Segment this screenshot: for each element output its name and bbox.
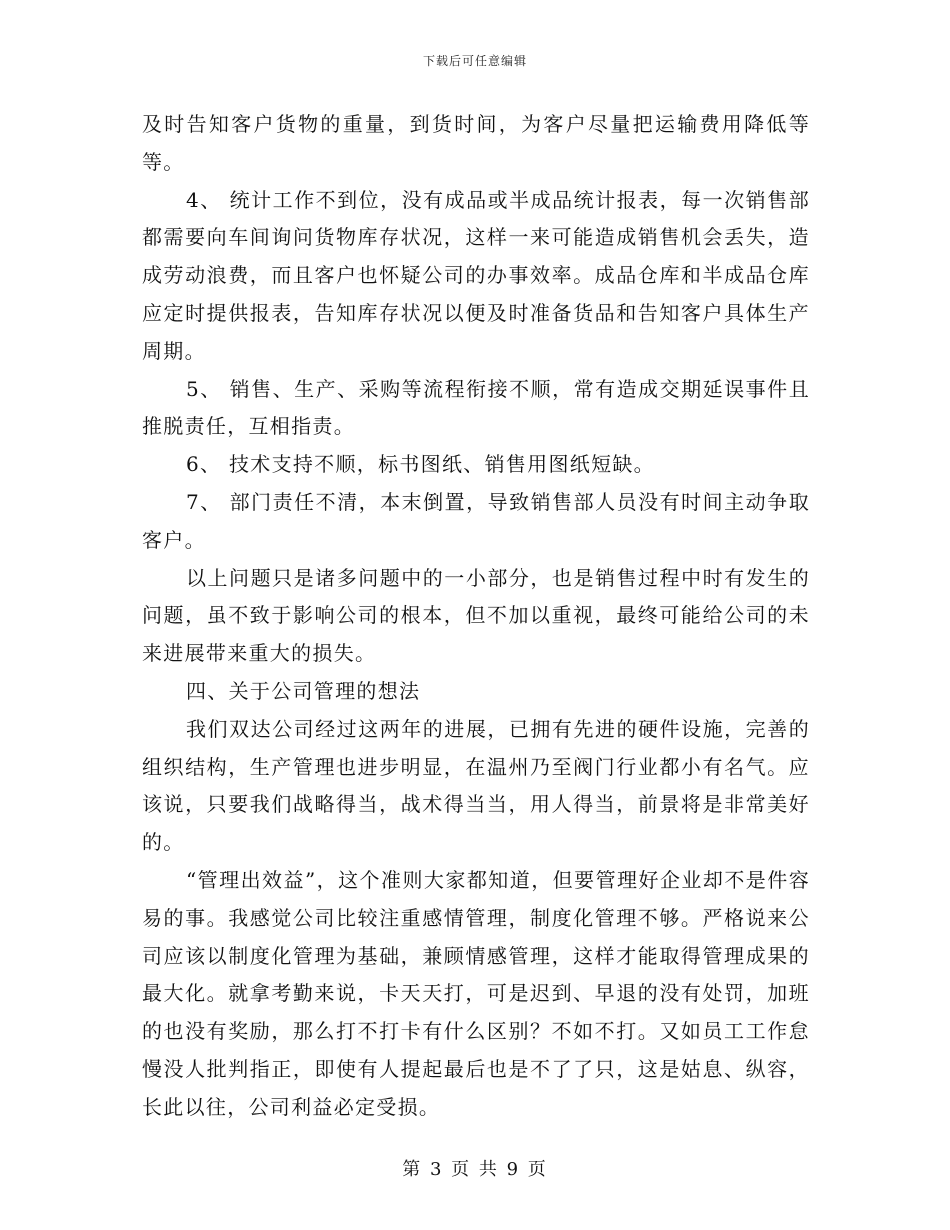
paragraph-7: 我们双达公司经过这两年的进展，已拥有先进的硬件设施，完善的组织结构，生产管理也进步明显，在温州乃至阀门行业都小有名气。应该说，只要我们战略得当，战术得当当，用人得当，前景将是非常美好的。 [142, 716, 810, 855]
document-body [142, 106, 810, 1127]
page-header: 下载后可任意编辑 [422, 54, 527, 68]
paragraph-6: 以上问题只是诸多问题中的一小部分，也是销售过程中时有发生的问题，虽不致于影响公司的根本，但不加以重视，最终可能给公司的未来进展带来重大的损失。 [142, 565, 810, 666]
page-number-footer: 第 3 页 共 9 页 [402, 1159, 548, 1180]
paragraph-2: 4、 统计工作不到位，没有成品或半成品统计报表，每一次销售部都需要向车间询问货物库存状况，这样一来可能造成销售机会丢失，造成劳动浪费，而且客户也怀疑公司的办事效率。成品仓库和半成品仓库应定时提供报表，告知库存状况以便及时准备货品和告知客户具体生产周期。 [142, 187, 810, 363]
paragraph-4: 6、 技术支持不顺，标书图纸、销售用图纸短缺。 [186, 452, 655, 477]
paragraph-1: 及时告知客户货物的重量，到货时间，为客户尽量把运输费用降低等等。 [142, 112, 810, 174]
paragraph-5: 7、 部门责任不清，本末倒置，导致销售部人员没有时间主动争取客户。 [142, 489, 810, 552]
paragraph-3: 5、 销售、生产、采购等流程衔接不顺，常有造成交期延误事件且推脱责任，互相指责。 [142, 376, 810, 439]
section-heading: 四、关于公司管理的想法 [186, 678, 421, 703]
paragraph-8: “管理出效益”，这个准则大家都知道，但要管理好企业却不是件容易的事。我感觉公司比较注重感情管理，制度化管理不够。严格说来公司应该以制度化管理为基础，兼顾情感管理，这样才能取得管理成果的最大化。就拿考勤来说，卡天天打，可是迟到、早退的没有处罚，加班的也没有奖励，那么打不打卡有什么区别？不如不打。又如员工工作怠慢没人批判指正，即使有人提起最后也是不了了只，这是姑息、纵容，长此以往，公司利益必定受损。 [142, 867, 810, 1119]
